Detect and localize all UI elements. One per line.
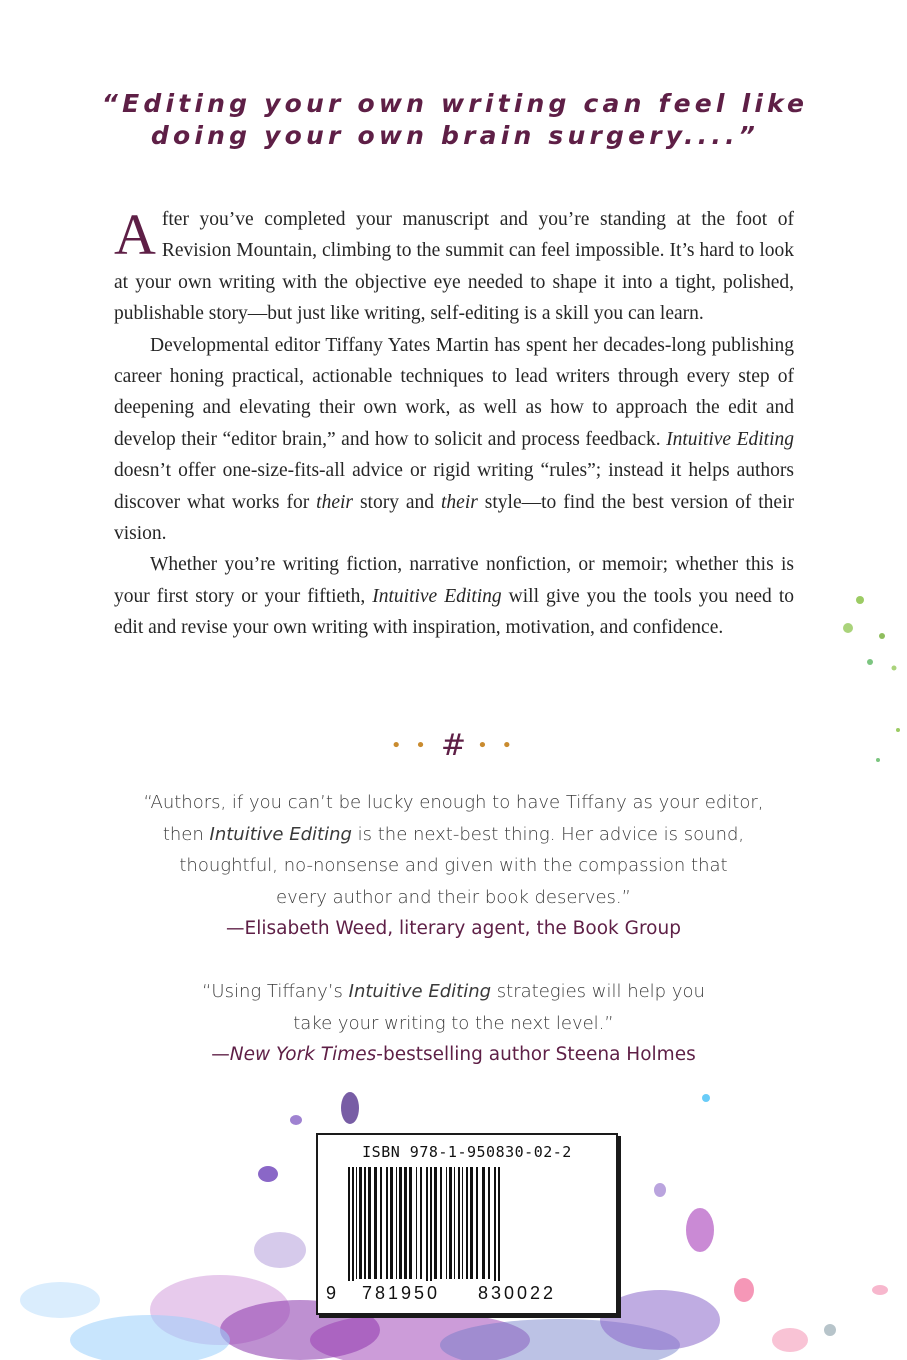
paragraph-3: [114, 549, 794, 643]
barcode-bar: [498, 1167, 500, 1281]
divider-dots-left: • •: [390, 735, 430, 756]
endorsement-2-line-1-a: “Using Tiffany’s: [202, 981, 349, 1002]
book-title: Intuitive Editing: [372, 585, 502, 607]
headline-line-1: “Editing your own writing can feel like: [101, 89, 809, 118]
barcode-bar: [396, 1167, 397, 1279]
barcode-bar: [359, 1167, 362, 1279]
isbn-label: ISBN 978-1-950830-02-2: [362, 1143, 572, 1161]
headline-line-2: doing your own brain surgery....”: [150, 121, 760, 150]
barcode-bar: [380, 1167, 382, 1279]
divider-hash-icon: #: [440, 728, 467, 763]
book-title: Intuitive Editing: [666, 428, 794, 450]
attribution-rest: -bestselling author Steena Holmes: [376, 1044, 696, 1065]
isbn-barcode: [316, 1133, 618, 1315]
newspaper-title: New York Times: [229, 1044, 377, 1065]
endorsement-1-attribution: —Elisabeth Weed, literary agent, the Book Group: [226, 918, 681, 939]
barcode-bar: [482, 1167, 485, 1279]
barcode-bar: [352, 1167, 354, 1281]
endorsement-1-line-1: “Authors, if you can’t be lucky enough to have Tiffany as your editor,: [143, 792, 764, 813]
paragraph-2-text-d: style—to find the best version of their vision.: [114, 491, 794, 545]
barcode-bar: [449, 1167, 452, 1279]
paragraph-2-text-a: Developmental editor Tiffany Yates Martin has spent her decades-long publishing career honing practical, actionable techniques to lead writers through every step of deepening and elevating their own work, as well as how to approach the edit and develop their “editor brain,” and how to solicit and process feedback.: [114, 334, 794, 450]
barcode-bar: [476, 1167, 478, 1279]
barcode-bar: [466, 1167, 468, 1279]
barcode-bar: [420, 1167, 422, 1279]
barcode-bar: [404, 1167, 407, 1279]
barcode-bar: [454, 1167, 455, 1279]
headline-quote: [60, 88, 850, 152]
description-body: [114, 204, 794, 644]
barcode-bar: [416, 1167, 417, 1279]
barcode-bar: [440, 1167, 442, 1279]
endorsement-2-line-1-b: strategies will help you: [491, 981, 705, 1002]
paragraph-1: [114, 204, 794, 330]
paragraph-3-text-b: will give you the tools you need to edit and revise your own writing with inspiration, motivation, and confidence.: [114, 585, 794, 639]
paragraph-3-text-a: Whether you’re writing fiction, narrative nonfiction, or memoir; whether this is your first story or your fiftieth,: [114, 554, 794, 607]
endorsement-1-line-4: every author and their book deserves.”: [276, 886, 631, 908]
barcode-bar: [488, 1167, 490, 1279]
barcode-bar: [399, 1167, 402, 1279]
paragraph-2-text-b: doesn’t offer one-size-fits-all advice or rigid writing “rules”; instead it helps authors discover what works for: [114, 460, 794, 513]
endorsement-1-line-3: thoughtful, no-nonsense and given with the compassion that: [179, 855, 728, 876]
attribution-dash: —: [211, 1044, 230, 1065]
barcode-bar: [470, 1167, 473, 1279]
paragraph-1-text: fter you’ve completed your manuscript and you’re standing at the foot of Revision Mountain, climbing to the summit can feel impossible. It’s hard to look at your own writing with the objective eye needed to shape it into a tight, polished, publishable story—but just like writing, self-editing is a skill you can learn.: [114, 209, 794, 325]
barcode-bar: [434, 1167, 437, 1279]
endorsement-2-attribution: [120, 1039, 787, 1070]
section-divider: [0, 728, 907, 763]
emphasis-their: their: [441, 491, 478, 513]
emphasis-their: their: [316, 491, 353, 513]
divider-dots-right: • •: [477, 735, 517, 756]
endorsement-1-line-2-a: then: [162, 823, 210, 845]
barcode-digit-first: 9: [326, 1283, 337, 1303]
barcode-bar: [390, 1167, 393, 1279]
drop-cap: A: [114, 202, 156, 267]
barcode-bar: [356, 1167, 357, 1279]
book-title: Intuitive Editing: [348, 981, 492, 1002]
endorsement-2: [120, 976, 787, 1070]
barcode-bar: [409, 1167, 412, 1279]
paragraph-2: [114, 330, 794, 550]
barcode-bar: [386, 1167, 388, 1279]
barcode-bar: [364, 1167, 366, 1279]
barcode-bar: [368, 1167, 371, 1279]
barcode-bar: [494, 1167, 496, 1281]
barcode-digits-right: 830022: [478, 1283, 557, 1303]
endorsement-1: [120, 787, 787, 944]
book-title: Intuitive Editing: [209, 823, 352, 845]
paragraph-2-text-c: story and: [353, 491, 441, 513]
barcode-bar: [462, 1167, 463, 1279]
endorsement-1-line-2: [120, 819, 787, 851]
barcode-bar: [458, 1167, 460, 1279]
barcode-bar: [348, 1167, 350, 1281]
barcode-digits-left: 781950: [362, 1283, 441, 1303]
endorsement-2-line-2: take your writing to the next level.”: [293, 1012, 614, 1034]
barcode-bar: [430, 1167, 432, 1281]
barcode-bar: [374, 1167, 377, 1279]
barcode-bar: [426, 1167, 428, 1281]
endorsement-1-line-2-b: is the next-best thing. Her advice is sound,: [351, 823, 745, 845]
barcode-bars: [338, 1167, 596, 1281]
endorsement-2-line-1: [120, 976, 787, 1008]
barcode-bar: [446, 1167, 447, 1279]
